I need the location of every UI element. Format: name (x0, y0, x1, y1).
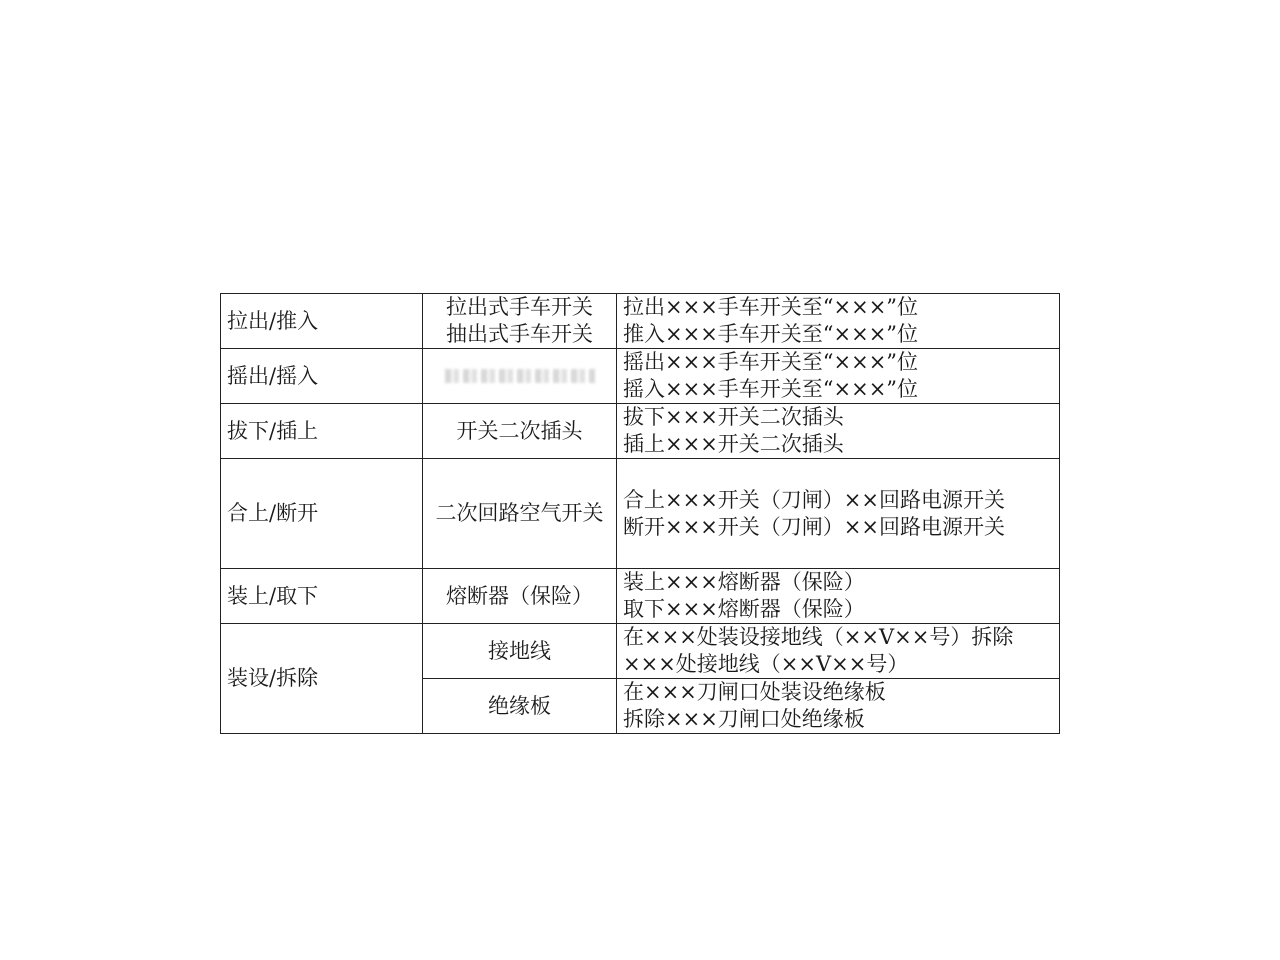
object-cell (423, 294, 617, 349)
object-cell (423, 349, 617, 404)
action-cell: 合上/断开 (221, 459, 423, 569)
object-cell: 接地线 (423, 624, 617, 679)
table-row (221, 624, 1060, 679)
phrase-line: 装上×××熔断器（保险） (623, 570, 865, 594)
phrase-line: 取下×××熔断器（保险） (623, 597, 865, 621)
action-cell: 装设/拆除 (221, 624, 423, 734)
phrase-cell (617, 679, 1060, 734)
obscured-text-placeholder (445, 369, 595, 383)
object-line: 熔断器（保险） (446, 583, 593, 608)
table-row (221, 404, 1060, 459)
phrase-cell (617, 624, 1060, 679)
phrase-line: 拉出×××手车开关至“×××”位 (623, 295, 919, 319)
action-cell: 拔下/插上 (221, 404, 423, 459)
object-line: 二次回路空气开关 (435, 501, 604, 525)
table-row (221, 349, 1060, 404)
phrase-cell (617, 459, 1060, 569)
object-cell: 绝缘板 (423, 679, 617, 734)
action-cell: 摇出/摇入 (221, 349, 423, 404)
phrase-line: 推入×××手车开关至“×××”位 (623, 322, 919, 346)
phrase-line: 拔下×××开关二次插头 (623, 405, 844, 429)
phrase-line: 插上×××开关二次插头 (623, 432, 844, 456)
object-line: 抽出式手车开关 (446, 322, 593, 346)
phrase-cell (617, 569, 1060, 624)
phrase-line: 在×××刀闸口处装设绝缘板 (623, 680, 886, 704)
phrase-cell (617, 404, 1060, 459)
phrase-cell (617, 349, 1060, 404)
object-line: 拉出式手车开关 (446, 295, 593, 319)
phrase-line: 摇入×××手车开关至“×××”位 (623, 377, 919, 401)
table-row (221, 569, 1060, 624)
phrase-line: 摇出×××手车开关至“×××”位 (623, 350, 919, 374)
phrase-line: 拆除×××刀闸口处绝缘板 (623, 707, 865, 731)
object-line: 开关二次插头 (456, 418, 583, 443)
phrase-line: 在×××处装设接地线（××V××号）拆除×××处接地线（××V××号） (623, 625, 1014, 676)
action-cell: 拉出/推入 (221, 294, 423, 349)
action-cell: 装上/取下 (221, 569, 423, 624)
phrase-cell (617, 294, 1060, 349)
object-cell (423, 569, 617, 624)
object-cell (423, 459, 617, 569)
table-row (221, 294, 1060, 349)
phrase-line: 断开×××开关（刀闸）××回路电源开关 (623, 514, 1005, 539)
object-cell (423, 404, 617, 459)
table-row (221, 459, 1060, 569)
operation-terms-table (220, 293, 1060, 734)
phrase-line: 合上×××开关（刀闸）××回路电源开关 (623, 487, 1005, 512)
